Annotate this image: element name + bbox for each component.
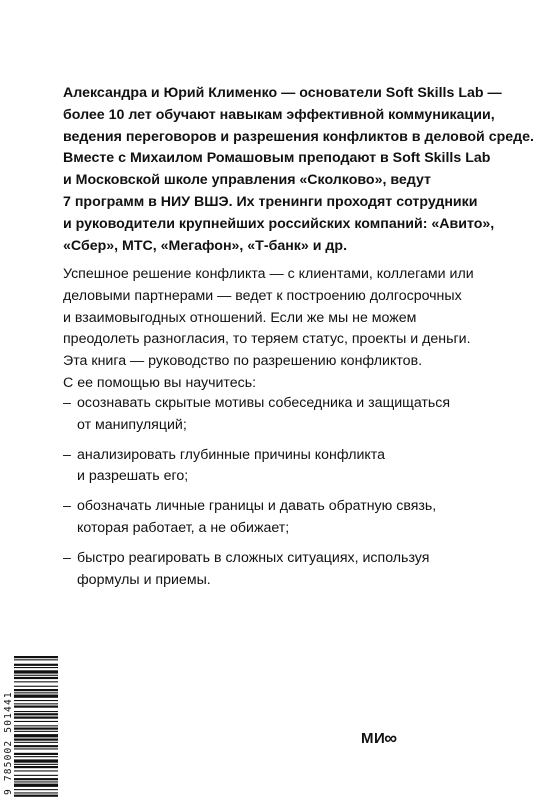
publisher-logo	[361, 727, 398, 748]
list-item-line: быстро реагировать в сложных ситуациях, используя	[77, 549, 430, 566]
barcode-bar	[14, 675, 58, 676]
barcode-bar	[14, 706, 58, 708]
barcode-bar	[14, 686, 58, 687]
barcode-bar	[14, 795, 58, 797]
authors-line: «Сбер», МТС, «Мегафон», «Т-банк» и др.	[63, 237, 348, 254]
description-line: Успешное решение конфликта — с клиентами, коллегами или	[63, 266, 474, 282]
barcode-bar	[14, 667, 58, 668]
list-item-text	[63, 393, 503, 437]
barcode-bar	[14, 775, 58, 776]
authors-bio	[63, 83, 534, 257]
list-item-line: осознавать скрытые мотивы собеседника и защищаться	[77, 395, 451, 411]
barcode-bar	[14, 748, 58, 749]
list-item-line: формулы и приемы.	[77, 571, 211, 588]
barcode-bar	[14, 689, 58, 691]
dash-marker: –	[63, 446, 71, 463]
list-item	[63, 496, 503, 540]
list-item-text	[63, 445, 503, 489]
barcode-bar	[14, 784, 58, 787]
barcode-bar	[14, 756, 58, 757]
barcode-bar	[14, 789, 58, 790]
list-item-text	[63, 496, 503, 540]
barcode-bar	[14, 703, 58, 704]
description-line: Эта книга — руководство по разрешению конфликтов.	[63, 353, 423, 370]
list-item	[63, 548, 503, 592]
authors-line: 7 программ в НИУ ВШЭ. Их тренинги проходят сотрудники	[63, 193, 478, 210]
list-item-line: обозначать личные границы и давать обратную связь,	[77, 498, 437, 515]
authors-line: и Московской школе управления «Сколково», ведут	[63, 172, 431, 189]
barcode-bar	[14, 764, 58, 765]
description-line: С ее помощью вы научитесь:	[63, 374, 257, 391]
barcode-bar	[14, 670, 58, 673]
list-item-text	[63, 548, 503, 592]
dash-marker: –	[63, 395, 71, 411]
authors-line: Вместе с Михаилом Ромашовым преподают в Soft Skills Lab	[63, 150, 491, 167]
barcode-bar	[14, 753, 58, 755]
list-item-line: которая работает, а не обижает;	[77, 519, 290, 536]
barcode-bar	[14, 681, 58, 682]
infinity-icon: ∞	[384, 728, 398, 748]
dash-marker: –	[63, 549, 71, 566]
barcode-bar	[14, 711, 58, 712]
list-item-line: и разрешать его;	[77, 468, 189, 485]
barcode-bar	[14, 692, 58, 693]
list-item	[63, 393, 503, 437]
publisher-logo-text: МИ	[361, 730, 386, 747]
barcode-bar	[14, 731, 58, 732]
description-line: и взаимовыгодных отношений. Если же мы не можем	[63, 309, 417, 326]
barcode-bar	[14, 713, 58, 715]
isbn-number: 9 785002 501441	[3, 691, 14, 795]
barcode-bar	[14, 766, 58, 768]
barcode-bar	[14, 770, 58, 771]
barcode-bar	[14, 759, 58, 762]
barcode-bar	[14, 717, 58, 719]
description-line: деловыми партнерами — ведет к построению долгосрочных	[63, 287, 462, 304]
barcode-bar	[14, 664, 58, 666]
barcode-bar	[14, 677, 58, 679]
barcode-bar	[14, 745, 58, 747]
barcode-bar	[14, 792, 58, 793]
authors-line: и руководители крупнейших российских компаний: «Авито»,	[63, 215, 495, 232]
authors-line: более 10 лет обучают навыкам эффективной коммуникации,	[63, 106, 495, 123]
barcode-bar	[14, 695, 58, 698]
description-line: преодолеть разногласия, то теряем статус, проекты и деньги.	[63, 331, 471, 348]
barcode-bar	[14, 656, 58, 658]
barcode-bar	[14, 700, 58, 701]
list-item	[63, 445, 503, 489]
list-item-line: от манипуляций;	[77, 416, 187, 433]
barcode-bar	[14, 781, 58, 782]
authors-line: ведения переговоров и разрешения конфликтов в деловой среде.	[63, 128, 534, 145]
barcode-bar	[14, 734, 58, 737]
barcode-bar	[14, 721, 58, 722]
barcode-bar	[14, 659, 58, 660]
barcode-bar	[14, 778, 58, 780]
barcode-bar	[14, 739, 58, 741]
list-item-line: анализировать глубинные причины конфликта	[77, 446, 386, 463]
dash-marker: –	[63, 498, 71, 515]
book-description	[63, 264, 503, 395]
barcode-bar	[14, 725, 58, 726]
barcode-bar	[14, 742, 58, 743]
authors-line: Александра и Юрий Клименко — основатели Soft Skills Lab —	[63, 85, 502, 101]
barcode-bar	[14, 728, 58, 730]
skills-list	[63, 393, 503, 599]
